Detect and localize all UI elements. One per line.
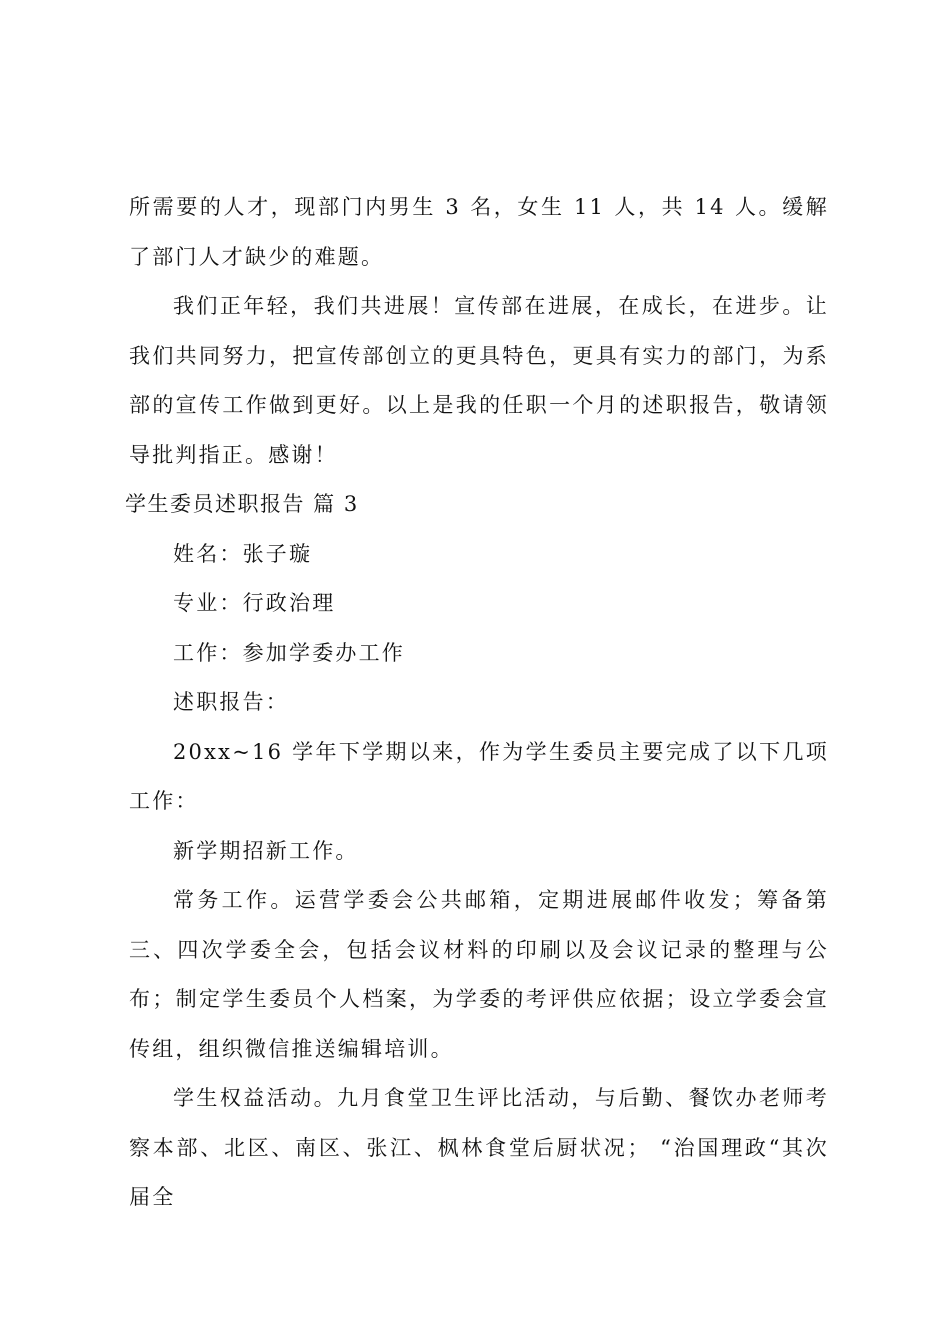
paragraph-routine-work: 常务工作。运营学委会公共邮箱，定期进展邮件收发；筹备第三、四次学委全会，包括会议材料的印刷以及会议记录的整理与公布；制定学生委员个人档案，为学委的考评供应依据；设立学委会宣传组，组织微信推送编辑培训。	[129, 888, 829, 1061]
field-major: 专业：行政治理	[173, 591, 336, 615]
paragraph-student-rights: 学生权益活动。九月食堂卫生评比活动，与后勤、餐饮办老师考察本部、北区、南区、张江、枫林食堂后厨状况； “治国理政“其次届全	[129, 1086, 829, 1209]
field-name: 姓名：张子璇	[173, 541, 313, 566]
paragraph-continuation: 所需要的人才，现部门内男生 3 名，女生 11 人，共 14 人。缓解了部门人才缺少的难题。	[129, 195, 829, 269]
section-heading: 学生委员述职报告 篇 3	[125, 492, 359, 516]
field-work: 工作：参加学委办工作	[173, 640, 405, 665]
paragraph-recruitment: 新学期招新工作。	[173, 838, 359, 863]
field-report-label: 述职报告：	[173, 690, 289, 714]
paragraph-intro: 20xx~16 学年下学期以来，作为学生委员主要完成了以下几项工作：	[129, 739, 829, 813]
document-body	[125, 183, 829, 1223]
paragraph-closing: 我们正年轻，我们共进展！宣传部在进展，在成长，在进步。让我们共同努力，把宣传部创立的更具特色，更具有实力的部门，为系部的宣传工作做到更好。以上是我的任职一个月的述职报告，敬请领导批判指正。感谢！	[129, 294, 829, 467]
